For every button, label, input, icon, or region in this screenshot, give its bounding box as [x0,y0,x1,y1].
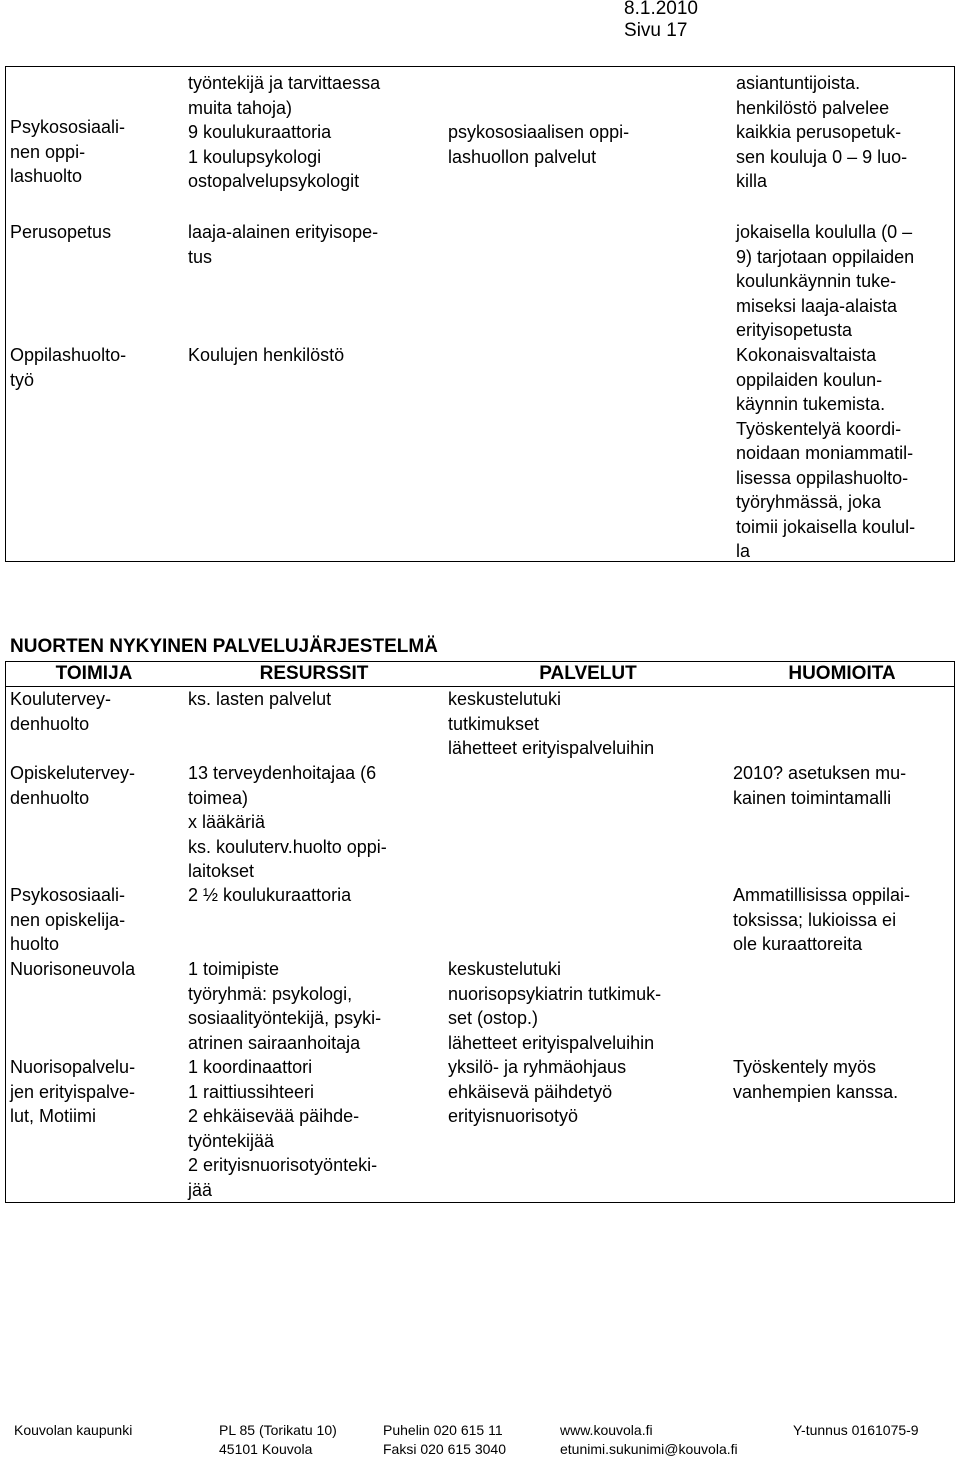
footer-phone-line: Puhelin 020 615 11 [383,1422,503,1438]
table2-row5-actor: Nuorisopalvelu- jen erityispalve- lut, Motiimi [10,1057,136,1126]
table1-row2-resources: laaja-alainen erityisope- tus [188,222,379,267]
footer-address-line1: PL 85 (Torikatu 10) [219,1422,337,1438]
table2-row2-notes: 2010? asetuksen mu- kainen toimintamalli [733,763,907,808]
table2-row2-resources: 13 terveydenhoitajaa (6 toimea) x lääkäriä ks. kouluterv.huolto oppi- laitokset [188,763,387,881]
page-footer [0,1421,960,1461]
column-header-resources: RESURSSIT [259,663,369,684]
footer-phone [383,1421,506,1459]
footer-fax-line: Faksi 020 615 3040 [383,1441,506,1457]
page-header [624,0,698,42]
footer-org: Kouvolan kaupunki [14,1422,133,1438]
table1-row1-services: psykososiaalisen oppi- lashuollon palvelut [448,122,630,167]
table2-title: NUORTEN NYKYINEN PALVELUJÄRJESTELMÄ [10,636,438,657]
table2-row4-resources: 1 toimipiste työryhmä: psykologi, sosiaalityöntekijä, psyki- atrinen sairaanhoitaja [188,959,382,1053]
table2-row5-services: yksilö- ja ryhmäohjaus ehkäisevä päihdetyö erityisnuorisotyö [448,1057,627,1126]
table1-row2-actor: Perusopetus [10,222,112,242]
table1-row1-resources: työntekijä ja tarvittaessa muita tahoja) 9 koulukuraattoria 1 koulupsykologi ostopalvelupsykologit [188,73,381,191]
footer-address [219,1421,337,1459]
header-page-number: Sivu 17 [624,20,688,41]
table2-row5-notes: Työskentely myös vanhempien kanssa. [733,1057,899,1102]
footer-web [560,1421,738,1459]
column-header-services: PALVELUT [539,663,637,684]
table2-row3-resources: 2 ½ koulukuraattoria [188,885,352,905]
table-continued [5,66,955,562]
table2-row2-actor: Opiskelutervey- denhuolto [10,763,136,808]
table2-row1-resources: ks. lasten palvelut [188,689,332,709]
table2-row3-notes: Ammatillisissa oppilai- toksissa; lukioissa ei ole kuraattoreita [733,885,911,954]
table1-row3-resources: Koulujen henkilöstö [188,345,345,365]
footer-email-link[interactable]: etunimi.sukunimi@kouvola.fi [560,1441,738,1457]
table2-row3-actor: Psykososiaali- nen opiskelija- huolto [10,885,126,954]
footer-business-id: Y-tunnus 0161075-9 [793,1422,919,1438]
footer-address-line2: 45101 Kouvola [219,1441,313,1457]
table2-row1-services: keskustelutuki tutkimukset lähetteet erityispalveluihin [448,689,655,758]
table2-row4-services: keskustelutuki nuorisopsykiatrin tutkimuk- set (ostop.) lähetteet erityispalveluihin [448,959,662,1053]
table1-row3-actor: Oppilashuolto- työ [10,345,127,390]
table2-row1-actor: Koulutervey- denhuolto [10,689,112,734]
table1-row1-actor: Psykososiaali- nen oppi- lashuolto [10,117,126,186]
column-header-actor: TOIMIJA [55,663,133,684]
column-header-notes: HUOMIOITA [788,663,896,684]
table1-row2-notes: jokaisella koululla (0 – 9) tarjotaan oppilaiden koulunkäynnin tuke- miseksi laaja-alaista erityisopetusta [736,222,915,340]
footer-website-link[interactable]: www.kouvola.fi [560,1422,653,1438]
header-date: 8.1.2010 [624,0,698,19]
table1-row3-notes: Kokonaisvaltaista oppilaiden koulun- käynnin tukemista. Työskentelyä koordi- noidaan moniammatil- lisessa oppilashuolto- työryhmässä, joka toimii jokaisella koulul- la [736,345,916,561]
table1-row1-notes: asiantuntijoista. henkilöstö palvelee kaikkia perusopetuk- sen kouluja 0 – 9 luo- killa [736,73,908,191]
table2-row5-resources: 1 koordinaattori 1 raittiussihteeri 2 ehkäisevää päihde- työntekijää 2 erityisnuorisotyönteki- jää [188,1057,378,1200]
services-table [5,661,955,1203]
table2-row4-actor: Nuorisoneuvola [10,959,136,979]
